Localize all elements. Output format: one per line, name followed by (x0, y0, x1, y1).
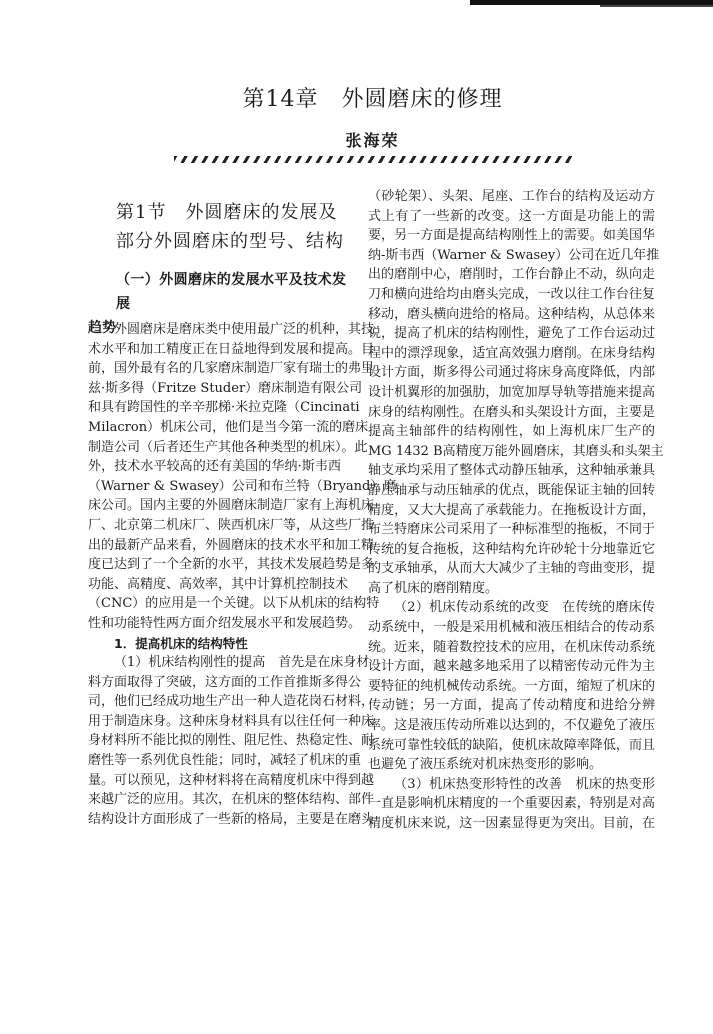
text-line: 用于制造床身。这种床身材料具有以往任何一种床 (88, 713, 375, 729)
paragraph (368, 187, 664, 598)
text-line: 出的最新产品来看，外圆磨床的技术水平和加工精 (88, 537, 375, 553)
subsection-heading-line: （一）外圆磨床的发展水平及技术发展 (116, 272, 346, 312)
paragraph-heading (88, 634, 341, 654)
section-title (116, 198, 346, 256)
text-line: 制造公司（后者还生产其他各种类型的机床）。此 (88, 439, 368, 455)
text-line: 一直是影响机床精度的一个重要因素，特别是对高 (368, 796, 655, 812)
text-line: 和具有跨国性的辛辛那梯·米拉克隆（Cincinati (88, 400, 360, 416)
text-line: 床公司。国内主要的外圆磨床制造厂家有上海机床 (88, 498, 375, 514)
text-line: 统。近来，随着数控技术的应用，在机床传动系统 (368, 639, 655, 655)
section-title-line: 部分外圆磨床的型号、结构 (116, 231, 344, 252)
scan-edge-bar (600, 5, 713, 7)
text-line: 率。这是液压传动所难以达到的，不仅避免了液压 (368, 718, 655, 734)
ornamental-divider (174, 156, 572, 163)
text-line: 量。可以预见，这种材料将在高精度机床中得到越 (88, 772, 375, 788)
text-line: MG 1432 B高精度万能外圆磨床，其磨头和头架主 (368, 443, 664, 459)
text-line: 的支承轴承，从而大大减少了主轴的弯曲变形，提 (368, 561, 655, 577)
text-line: 静压轴承与动压轴承的优点，既能保证主轴的回转 (368, 482, 655, 498)
text-line: （3）机床热变形特性的改善 机床的热变形 (394, 776, 655, 792)
text-line: 移动，磨头横向进给的格局。这种结构，从总体来 (368, 306, 655, 322)
paragraph (368, 598, 655, 774)
right-column (368, 187, 664, 834)
text-line: （砂轮架）、头架、尾座、工作台的结构及运动方 (368, 189, 655, 204)
text-line: 度已达到了一个全新的水平，其技术发展趋势是多 (88, 557, 375, 573)
text-line: 司，他们已经成功地生产出一种人造花岗石材料， (88, 694, 375, 710)
paragraph (88, 320, 397, 634)
paragraph (88, 653, 375, 829)
text-line: 程中的漂浮现象，适宜高效强力磨削。在床身结构 (368, 345, 655, 361)
text-line: 高了机床的磨削精度。 (368, 580, 499, 596)
text-line: 床身的结构刚性。在磨头和头架设计方面，主要是 (368, 404, 655, 420)
text-line: 前，国外最有名的几家磨床制造厂家有瑞士的弗里 (88, 361, 375, 377)
section-title-line: 第1节 外圆磨床的发展及 (116, 202, 338, 223)
text-line: 传统的复合拖板，这种结构允许砂轮十分地靠近它 (368, 541, 655, 557)
left-column (88, 320, 397, 829)
text-line: 厂、北京第二机床厂、陕西机床厂等，从这些厂推 (88, 517, 375, 533)
text-line: 纳-斯韦西（Warner & Swasey）公司在近几年推 (368, 247, 660, 263)
text-line: 轴支承均采用了整体式动静压轴承，这种轴承兼具 (368, 463, 655, 479)
text-line: 1．提高机床的结构特性 (114, 635, 248, 651)
text-line: 出的磨削中心，磨削时，工作台静止不动，纵向走 (368, 267, 655, 283)
text-line: 设计方面，越来越多地采用了以精密传动元件为主 (368, 659, 655, 675)
text-line: 精度，又大大提高了承载能力。在拖板设计方面， (368, 502, 655, 518)
chapter-title: 第14章 外圆磨床的修理 (242, 87, 503, 112)
text-line: （CNC）的应用是一个关键。以下从机床的结构特 (88, 596, 380, 612)
text-line: 精度机床来说，这一因素显得更为突出。目前，在 (368, 816, 655, 831)
text-line: 磨性等一系列优良性能；同时，减轻了机床的重 (88, 753, 362, 769)
text-line: （2）机床传动系统的改变 在传统的磨床传 (394, 600, 655, 616)
text-line: 料方面取得了突破，这方面的工作首推斯多得公 (88, 674, 362, 690)
text-line: 设计机翼形的加强肋，加宽加厚导轨等措施来提高 (368, 384, 655, 400)
text-line: 说，提高了机床的结构刚性，避免了工作台运动过 (368, 326, 655, 342)
text-line: 布兰特磨床公司采用了一种标准型的拖板，不同于 (368, 522, 655, 538)
text-line: 传动链；另一方面，提高了传动精度和进给分辨 (368, 698, 655, 714)
text-line: 系统可靠性较低的缺陷，使机床故障率降低，而且 (368, 737, 655, 753)
text-line: 刀和横向进给均由磨头完成，一改以往工作台往复 (368, 286, 655, 302)
text-line: 设计方面，斯多得公司通过将床身高度降低，内部 (368, 365, 655, 381)
text-line: 兹·斯多得（Fritze Studer）磨床制造有限公司 (88, 380, 363, 396)
text-line: Milacron）机床公司，他们是当今第一流的磨床 (88, 419, 369, 435)
text-line: （Warner & Swasey）公司和布兰特（Bryand）磨 (88, 478, 397, 494)
text-line: 动系统中，一般是采用机械和液压相结合的传动系 (368, 620, 655, 636)
subsection-heading-line: 趋势 (88, 320, 116, 336)
text-line: 式上有了一些新的改变。这一方面是功能上的需 (368, 208, 655, 224)
text-line: 外圆磨床是磨床类中使用最广泛的机种，其技 (114, 322, 375, 337)
paragraph (368, 775, 655, 834)
text-line: 要特征的纯机械传动系统。一方面，缩短了机床的 (368, 678, 655, 694)
text-line: 也避免了液压系统对机床热变形的影响。 (368, 757, 603, 773)
text-line: 身材料所不能比拟的刚性、阻尼性、热稳定性、耐 (88, 733, 375, 749)
text-line: 术水平和加工精度正在日益地得到发展和提高。目 (88, 341, 375, 357)
text-line: 提高主轴部件的结构刚性，如上海机床厂生产的 (368, 424, 655, 440)
text-line: 功能、高精度、高效率，其中计算机控制技术 (88, 576, 349, 592)
author-name: 张海荣 (345, 131, 400, 150)
text-line: 结构设计方面形成了一些新的格局，主要是在磨头 (88, 811, 375, 827)
text-line: 来越广泛的应用。其次，在机床的整体结构、部件 (88, 792, 375, 808)
text-line: 要，另一方面是提高结构刚性上的需要。如美国华 (368, 228, 655, 244)
text-line: 外，技术水平较高的还有美国的华纳·斯韦西 (88, 459, 341, 475)
text-line: （1）机床结构刚性的提高 首先是在床身材 (114, 655, 370, 671)
text-line: 性和功能特性两方面介绍发展水平和发展趋势。 (88, 615, 362, 631)
